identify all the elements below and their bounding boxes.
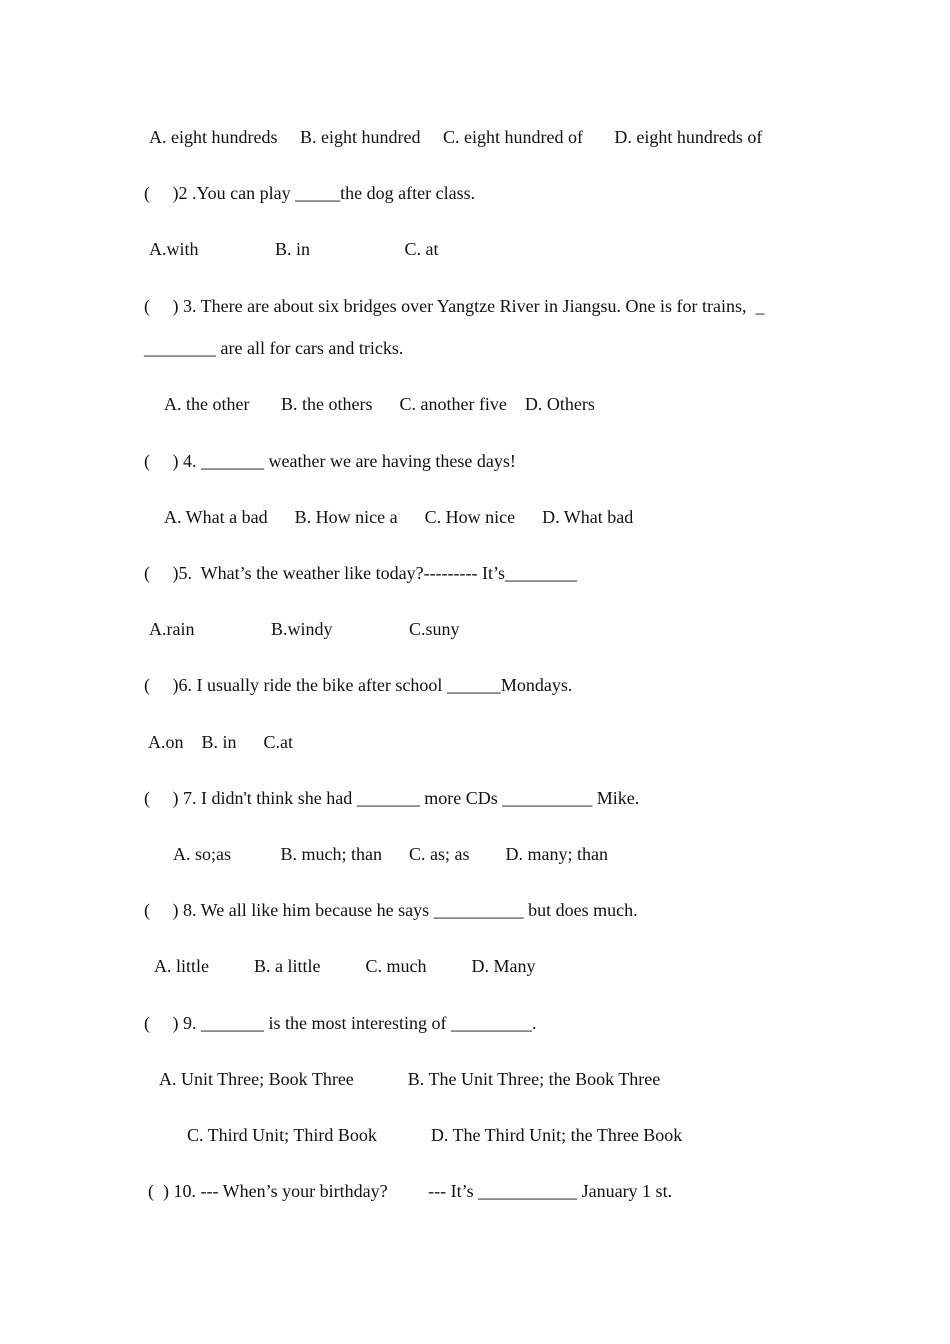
q2-options: A.with B. in C. at (149, 239, 439, 259)
q6-stem: ( )6. I usually ride the bike after school ______Mondays. (144, 675, 573, 695)
q7-stem: ( ) 7. I didn't think she had _______ more CDs __________ Mike. (144, 788, 640, 808)
q3-options: A. the other B. the others C. another five D. Others (164, 394, 595, 414)
q8-options: A. little B. a little C. much D. Many (154, 956, 536, 976)
q10-stem: ( ) 10. --- When’s your birthday? --- It’s ___________ January 1 st. (148, 1181, 673, 1201)
q8-stem: ( ) 8. We all like him because he says __________ but does much. (144, 900, 638, 920)
q9-options-ab: A. Unit Three; Book Three B. The Unit Three; the Book Three (159, 1069, 661, 1089)
q6-options: A.on B. in C.at (148, 732, 294, 752)
q7-options: A. so;as B. much; than C. as; as D. many; than (173, 844, 608, 864)
q3-stem-continued: ________ are all for cars and tricks. (144, 338, 404, 358)
q9-options-cd: C. Third Unit; Third Book D. The Third Unit; the Three Book (187, 1125, 683, 1145)
q1-options: A. eight hundreds B. eight hundred C. eight hundred of D. eight hundreds of (149, 127, 763, 147)
q3-stem: ( ) 3. There are about six bridges over Yangtze River in Jiangsu. One is for trains, _ (144, 296, 765, 316)
q5-stem: ( )5. What’s the weather like today?--------- It’s________ (144, 563, 578, 583)
q2-stem: ( )2 .You can play _____the dog after class. (144, 183, 476, 203)
q4-options: A. What a bad B. How nice a C. How nice D. What bad (164, 507, 634, 527)
q4-stem: ( ) 4. _______ weather we are having these days! (144, 451, 516, 471)
q5-options: A.rain B.windy C.suny (149, 619, 460, 639)
q9-stem: ( ) 9. _______ is the most interesting of _________. (144, 1013, 537, 1033)
